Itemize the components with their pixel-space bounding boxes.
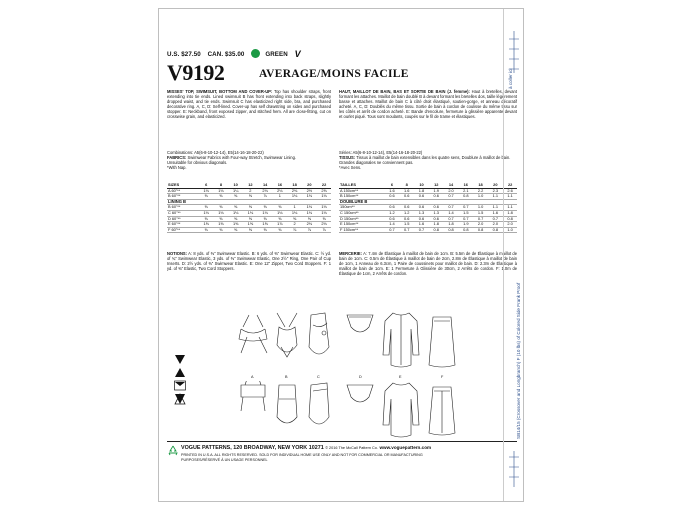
yardage-fr-cell: 2.3 [487, 188, 502, 194]
yardage-fr-cell: 1.3 [414, 210, 429, 216]
yardage-fr-cell: C 150cm** [339, 210, 384, 216]
view-label-b: B [285, 375, 288, 379]
yardage-en-lining-label: LINING B [167, 199, 331, 205]
yardage-en-cell: 1⅛ [316, 210, 331, 216]
yardage-fr-cell: 0.7 [443, 194, 458, 200]
fabrics-en-lead: FABRICS: [167, 155, 187, 161]
yardage-en-cell: 2½ [301, 188, 316, 194]
yardage-en-cell: 1 [272, 194, 287, 200]
yardage-fr-cell: 1.6 [414, 222, 429, 228]
yardage-fr-cell: 0.6 [384, 216, 399, 222]
yardage-fr-cell: 1.1 [487, 194, 502, 200]
yardage-en-cell: 1⅛ [272, 210, 287, 216]
yardage-fr-cell: 1.5 [473, 210, 488, 216]
yardage-fr-cell: 20 [487, 183, 502, 188]
yardage-fr-cell: 2.2 [473, 188, 488, 194]
description-fr-body: Haut à bretelles, devant formant les attaches. Maillot de bain doublé B à devant formant les bretelles dos, taille légèrement basse et attaches. Maillot de bain C à côté droit élastiqué, soutien-gorge, et anneau décoratif acheté. A, C, D: Doublés du même tissu. Sortie de bain à cordon de coulisse du même tissu sur les côtés et arrêt de cordon acheté. E: Bande d'encolure, fermeture à glissière apparente devant et ourlet piqué. Tous sont moulants, coupés sur le fil de trame et élastiques. [339, 89, 517, 120]
yardage-en-cell: SIZES [167, 183, 198, 188]
yardage-en-cell: ⅝ [213, 216, 228, 222]
yardage-en-cell: ⅝ [272, 227, 287, 233]
view-b-front-drawing [277, 313, 297, 357]
yardage-en-cell: 1¼ [228, 188, 243, 194]
yardage-fr-cell: F 150cm** [339, 227, 384, 233]
yardage-en-cell: ⅝ [301, 216, 316, 222]
yardage-fr-row [339, 227, 517, 233]
registration-mark-icon [507, 29, 521, 75]
yardage-en-cell: 20 [301, 183, 316, 188]
yardage-en-cell: 1⅝ [213, 222, 228, 228]
yardage-en-cell: 1⅛ [213, 188, 228, 194]
yardage-fr-cell: 1.0 [473, 194, 488, 200]
yardage-en-cell: 1⅛ [198, 210, 213, 216]
view-label-e: E [399, 375, 402, 379]
view-b-back-drawing [277, 385, 297, 423]
yardage-en-cell: 1 [287, 205, 302, 211]
yardage-fr-cell: 0.7 [458, 205, 473, 211]
yardage-en-cell: ⅞ [316, 227, 331, 233]
technical-drawings-front [229, 307, 469, 379]
yardage-fr-cell: 0.7 [458, 216, 473, 222]
yardage-fr-cell: 1.8 [428, 222, 443, 228]
notions-fr-lead: MERCERIE: [339, 251, 362, 256]
yardage-fr-cell: B 150cm** [339, 194, 384, 200]
rights-line-2: PURPOSES/RÉSERVÉ À UN USAGE PERSONNEL [181, 457, 268, 462]
registration-mark-bottom-icon [507, 449, 521, 489]
yardage-en-cell: 1⅝ [257, 222, 272, 228]
yardage-en-cell: D 60"** [167, 216, 198, 222]
yardage-en-cell: E 60"** [167, 222, 198, 228]
yardage-en-row [167, 227, 331, 233]
yardage-fr-cell: 1.1 [487, 205, 502, 211]
yardage-en-cell: ⅝ [257, 227, 272, 233]
yardage-fr-cell: 0.7 [443, 205, 458, 211]
yardage-fr-cell: 1.6 [399, 188, 414, 194]
yardage-fr-cell: 1.1 [502, 194, 517, 200]
description-fr [339, 89, 517, 120]
yardage-en-cell: 1⅛ [301, 194, 316, 200]
yardage-en-cell: 1⅛ [316, 194, 331, 200]
yardage-fr-cell: 2.6 [502, 188, 517, 194]
yardage-en-cell: 1⅛ [301, 210, 316, 216]
yardage-en-cell: ⅝ [316, 216, 331, 222]
yardage-fr-cell: 1.0 [473, 205, 488, 211]
yardage-fr-cell: 1.6 [487, 210, 502, 216]
yardage-fr-cell: 16 [458, 183, 473, 188]
yardage-fr-cell: 1.8 [502, 210, 517, 216]
yardage-en-cell: 14 [257, 183, 272, 188]
yardage-en-cell: ⅝ [243, 194, 258, 200]
yardage-en-cell: 16 [272, 183, 287, 188]
yardage-en-cell: ⅞ [287, 227, 302, 233]
yardage-fr-cell: 2.0 [443, 188, 458, 194]
price-can: CAN. $35.00 [207, 51, 245, 58]
footer-rights [181, 453, 423, 462]
yardage-en-cell: ⅝ [228, 216, 243, 222]
yardage-en-cell: 10 [228, 183, 243, 188]
yardage-en-cell: B 60"** [167, 194, 198, 200]
yardage-fr-cell: 1.3 [428, 210, 443, 216]
yardage-fr-cell: 1.2 [399, 210, 414, 216]
view-c-front-drawing [309, 313, 329, 354]
yardage-table-en-grid [167, 183, 331, 233]
view-label-d: D [359, 375, 362, 379]
yardage-fr-cell: 0.6 [428, 205, 443, 211]
combinations-fr: Séries: A5(6-8-10-12-14), E5(14-16-18-20-22) [339, 150, 423, 155]
yardage-en-cell: 18 [287, 183, 302, 188]
yardage-fr-cell: 0.6 [414, 194, 429, 200]
pattern-symbols-icon [173, 353, 187, 405]
yardage-en-cell: F 60"** [167, 227, 198, 233]
view-e-front-drawing [383, 313, 419, 367]
yardage-fr-cell: 2.1 [458, 188, 473, 194]
yardage-fr-cell: 1.9 [458, 222, 473, 228]
yardage-en-cell: ⅝ [228, 227, 243, 233]
fabrics-fr [339, 150, 517, 170]
view-label-f: F [441, 375, 444, 379]
yardage-fr-cell: 0.8 [473, 227, 488, 233]
footer-divider [167, 441, 517, 442]
yardage-en-cell: ⅝ [213, 205, 228, 211]
yardage-fr-cell: 12 [428, 183, 443, 188]
yardage-en-cell: ⅞ [301, 227, 316, 233]
yardage-fr-cell: 0.6 [384, 194, 399, 200]
yardage-en-cell: ⅝ [243, 216, 258, 222]
yardage-table-fr [339, 183, 517, 233]
description-en-lead: MISSES' TOP, SWIMSUIT, BOTTOM AND COVER-UP: [167, 89, 273, 94]
fabrics-en [167, 150, 331, 170]
yardage-en-cell: 1⅛ [287, 210, 302, 216]
view-e-back-drawing [383, 383, 419, 437]
copyright-text: © 2016 The McCall Pattern Co. [325, 446, 378, 450]
yardage-en-cell: ⅝ [213, 194, 228, 200]
footer-publisher [181, 445, 431, 451]
yardage-fr-cell: 14 [443, 183, 458, 188]
yardage-fr-cell: 0.8 [443, 227, 458, 233]
view-a-front-drawing [239, 315, 267, 353]
view-f-back-drawing [429, 387, 455, 435]
description-en-body: Top has shoulder straps, front extending into tie ends. Lined swimsuit B has front extending into back straps, slightly dropped waist, and tie ends. Swimsuit C has elasticized right side, bra, and purchased decorative ring. A, C, D: Self-lined. Cover-up has self drawstring on sides and purchased stopper. E: Neckband, front exposed zipper, and stitched hem. All are close-fitting, cut on crosswise grain, and elasticized. [167, 89, 331, 120]
yardage-fr-cell: 1.8 [414, 188, 429, 194]
yardage-en-cell: C 60"** [167, 210, 198, 216]
symbol-column [173, 353, 187, 410]
yardage-fr-cell: 0.6 [414, 205, 429, 211]
v-mark: V [294, 49, 301, 59]
yardage-en-cell: ⅝ [243, 205, 258, 211]
yardage-en-cell: ⅝ [213, 227, 228, 233]
yardage-fr-cell: 0.7 [487, 216, 502, 222]
fabrics-en-note1: Unsuitable for obvious diagonals. [167, 160, 228, 166]
yardage-en-cell: 1⅛ [316, 205, 331, 211]
yardage-en-cell: ⅝ [287, 216, 302, 222]
yardage-en-cell: 1⅝ [228, 222, 243, 228]
price-us: U.S. $27.50 [167, 51, 201, 58]
yardage-en-cell: 2⅛ [301, 222, 316, 228]
fabrics-en-body: Swimwear Fabrics with Four-way Stretch, Swimwear Lining. [187, 155, 296, 161]
yardage-en-cell: 12 [243, 183, 258, 188]
yardage-en-cell: 2⅝ [316, 188, 331, 194]
yardage-fr-cell: 8 [399, 183, 414, 188]
yardage-fr-cell: A 150cm** [339, 188, 384, 194]
yardage-fr-cell: 1.0 [502, 227, 517, 233]
notions-en-body: A: 8 yds. of ⅜" Swimwear Elastic. B: 6 yds. of ⅜" Swimwear Elastic. C: ½ yd. of ¾" Swimwear Elastic, 3 yds. of ⅜" Swimwear Elastic, One 2½" Ring, One Pair of Cup Inserts. D: 2½ yds. of ⅜" Swimwear Elastic. E: One 12" Zipper, Two Cord Stoppers. F: 1 yd. of ⅜" Elastic, Two Cord Stoppers. [167, 251, 331, 272]
combinations-en: Combinations: A5(6-8-10-12-14), E5(14-16-18-20-22) [167, 150, 264, 155]
yardage-en-cell: ⅝ [198, 205, 213, 211]
yardage-en-cell: ⅞ [257, 194, 272, 200]
price-line [167, 49, 306, 59]
yardage-fr-cell: 0.6 [428, 216, 443, 222]
difficulty-level: AVERAGE/MOINS FACILE [259, 68, 409, 80]
view-label-a: A [251, 375, 254, 379]
yardage-en-cell: ⅝ [198, 194, 213, 200]
yardage-en-cell: 1⅝ [198, 222, 213, 228]
yardage-en-cell: 2 [287, 222, 302, 228]
yardage-fr-cell: 1.9 [428, 188, 443, 194]
yardage-en-cell: ⅝ [228, 205, 243, 211]
yardage-fr-cell: 1.4 [384, 222, 399, 228]
notions-en [167, 251, 331, 271]
yardage-en-cell: 2⅛ [257, 188, 272, 194]
yardage-en-cell: 1⅛ [213, 210, 228, 216]
yardage-en-cell: 2 [243, 188, 258, 194]
yardage-fr-cell: 0.7 [384, 227, 399, 233]
description-fr-lead: HAUT, MAILLOT DE BAIN, BAS ET SORTIE DE BAIN (J. femme): [339, 89, 470, 94]
yardage-fr-cell: 2.0 [487, 222, 502, 228]
publisher-address: VOGUE PATTERNS, 120 BROADWAY, NEW YORK 10271 [181, 445, 324, 451]
view-c-back-drawing [309, 383, 329, 424]
yardage-fr-cell: 1.2 [384, 210, 399, 216]
yardage-table-fr-grid [339, 183, 517, 233]
yardage-en-cell: ⅝ [272, 216, 287, 222]
green-dot-icon [251, 49, 260, 58]
fabrics-fr-lead: TISSUS: [339, 155, 356, 161]
glue-here-text: à coller ici [508, 68, 513, 89]
yardage-en-cell: ⅝ [257, 205, 272, 211]
yardage-en-cell: ⅝ [198, 227, 213, 233]
description-en [167, 89, 331, 120]
yardage-fr-cell: 0.7 [473, 216, 488, 222]
pattern-envelope-back [158, 8, 524, 502]
yardage-en-cell: 1⅛ [243, 210, 258, 216]
technical-drawings-back [229, 381, 469, 441]
fabrics-fr-note1: Grandes diagonales ne conviennent pas. [339, 160, 414, 166]
yardage-en-cell: A 60"** [167, 188, 198, 194]
yardage-en-cell: ⅝ [228, 194, 243, 200]
fabrics-fr-note2: *Avec Sens. [339, 165, 362, 171]
notions-fr [339, 251, 517, 276]
pattern-number: V9192 [167, 60, 225, 85]
yardage-fr-cell: 1.5 [458, 210, 473, 216]
yardage-fr-cell: 0.6 [414, 216, 429, 222]
fabrics-en-note2: *With Nap. [167, 165, 187, 171]
yardage-fr-cell: 0.6 [399, 205, 414, 211]
yardage-en-cell: 22 [316, 183, 331, 188]
website-text: www.voguepattern.com [379, 445, 432, 450]
yardage-en-cell: 1⅛ [228, 210, 243, 216]
yardage-en-cell: 2⅜ [287, 188, 302, 194]
yardage-en-cell: B 60"** [167, 205, 198, 211]
yardage-en-cell: 1⅝ [243, 222, 258, 228]
yardage-fr-cell: 22 [502, 183, 517, 188]
yardage-fr-cell: 1.4 [443, 210, 458, 216]
view-label-c: C [317, 375, 320, 379]
yardage-fr-cell: 1.8 [443, 222, 458, 228]
production-strip [503, 9, 524, 502]
yardage-fr-cell: 0.6 [384, 205, 399, 211]
yardage-fr-cell: 18 [473, 183, 488, 188]
yardage-fr-cell: 0.7 [443, 216, 458, 222]
yardage-en-cell: ⅝ [243, 227, 258, 233]
yardage-fr-cell: 0.6 [399, 216, 414, 222]
yardage-fr-cell: 0.7 [399, 227, 414, 233]
yardage-fr-cell: 0.8 [458, 194, 473, 200]
yardage-en-cell: ⅝ [257, 216, 272, 222]
yardage-fr-cell: 1.5 [399, 222, 414, 228]
yardage-fr-cell: 0.6 [399, 194, 414, 200]
yardage-fr-cell: 150cm** [339, 205, 384, 211]
yardage-fr-cell: 0.7 [414, 227, 429, 233]
yardage-fr-cell: 0.8 [458, 227, 473, 233]
view-d-front-drawing [347, 315, 373, 332]
yardage-fr-cell: 1.6 [384, 188, 399, 194]
yardage-fr-cell: E 150cm** [339, 222, 384, 228]
yardage-fr-cell: 2.0 [502, 222, 517, 228]
yardage-fr-lining-label: DOUBLURE B [339, 199, 517, 205]
yardage-en-cell: ⅝ [272, 205, 287, 211]
notions-fr-body: A: 7.4m de Élastique à maillot de bain de 1cm. B: 5.5m de de Élastique à maillot de bain de 1cm. C: 0.5m de Élastique à maillot de bain de 2cm, 2.8m de Élastique à maillot de bain de 1cm, 1 Anneau de 6.3cm, 1 Paire de coussinets pour maillot de bain. D: 2.3m de Élastique à maillot de bain de 1cm. E: 1 Fermeture à Glissière de 30cm, 2 Arrêts de cordon. F: 1.0m de Élastique de 1cm, 2 Arrêts de cordon. [339, 251, 517, 277]
yardage-en-cell: 1⅛ [287, 194, 302, 200]
rights-line-1: PRINTED IN U.S.A. ALL RIGHTS RESERVED. SOLD FOR INDIVIDUAL HOME USE ONLY AND NOT FOR COMMERCIAL OR MANUFACTURING [181, 453, 423, 457]
yardage-en-cell: 2⅛ [272, 188, 287, 194]
yardage-en-cell: 2⅛ [316, 222, 331, 228]
fabrics-fr-body: Tissus à maillot de bain extensibles dans les quatre sens, Doublure à maillot de bain. [356, 155, 511, 161]
yardage-en-cell: 1⅛ [301, 205, 316, 211]
yardage-table-en [167, 183, 331, 233]
yardage-fr-cell: 2.0 [473, 222, 488, 228]
view-a-back-drawing [241, 381, 265, 411]
yardage-fr-cell: 0.8 [502, 216, 517, 222]
recycle-icon [167, 445, 179, 457]
yardage-en-cell: 1⅛ [198, 188, 213, 194]
yardage-fr-cell: 0.8 [487, 227, 502, 233]
yardage-fr-cell: 0.6 [428, 194, 443, 200]
production-note-text: SB14/15 (Crossover and Longbranch) F (10 lbs) of Colored Side Frank Proof [516, 282, 521, 439]
yardage-en-cell: 6 [198, 183, 213, 188]
yardage-fr-cell: 1.1 [502, 205, 517, 211]
yardage-en-cell: 1⅛ [257, 210, 272, 216]
color-label: GREEN [265, 51, 288, 58]
yardage-fr-cell: TAILLES [339, 183, 384, 188]
yardage-fr-cell: D 150cm** [339, 216, 384, 222]
yardage-fr-cell: 10 [414, 183, 429, 188]
yardage-en-cell: 8 [213, 183, 228, 188]
yardage-en-cell: ⅝ [198, 216, 213, 222]
yardage-fr-cell: 6 [384, 183, 399, 188]
view-f-front-drawing [429, 317, 455, 367]
yardage-fr-cell: 0.8 [428, 227, 443, 233]
notions-en-lead: NOTIONS: [167, 251, 188, 256]
view-d-back-drawing [347, 385, 373, 402]
yardage-en-cell: 1⅞ [272, 222, 287, 228]
